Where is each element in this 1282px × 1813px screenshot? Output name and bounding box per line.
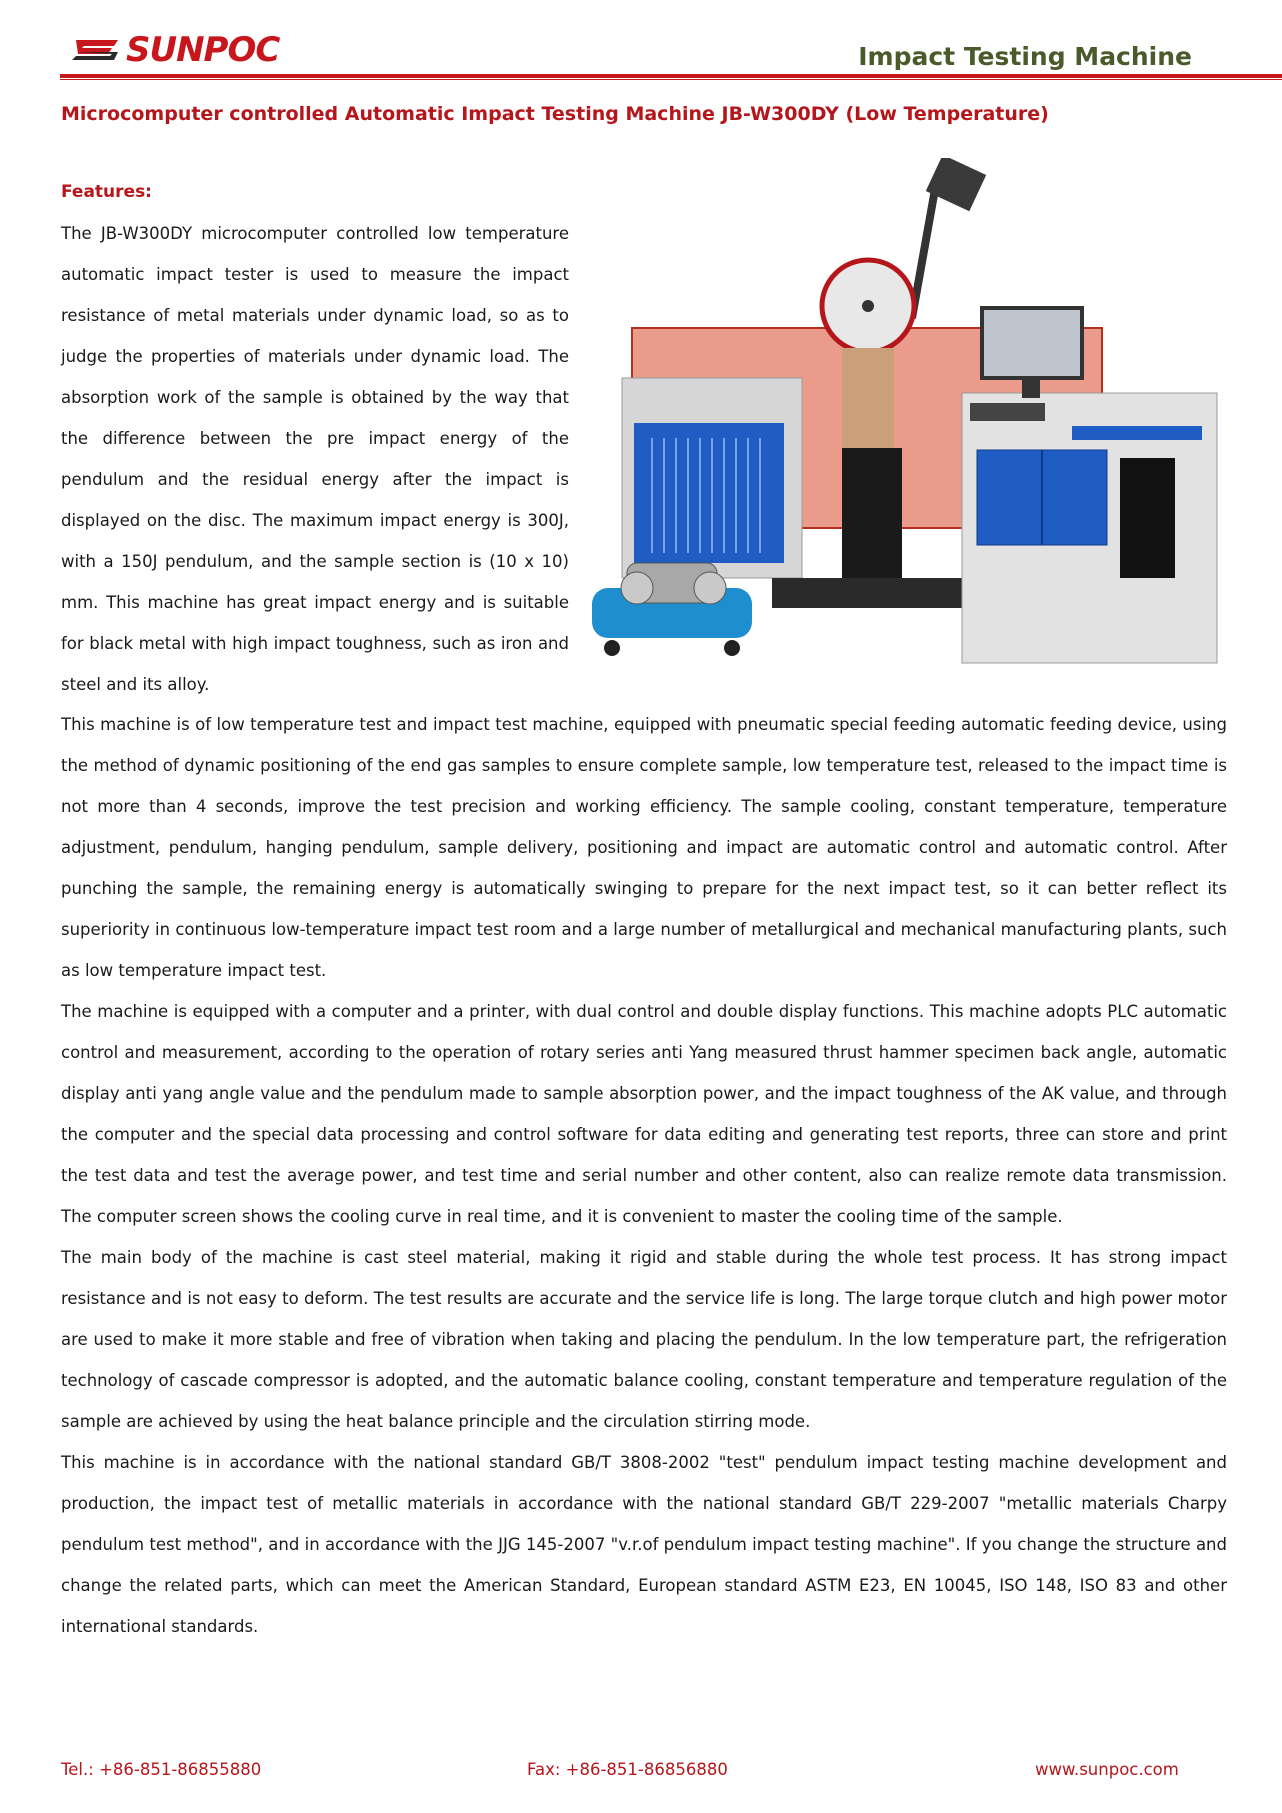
footer-telephone: Tel.: +86-851-86855880 <box>61 1760 262 1779</box>
footer-website-link[interactable]: www.sunpoc.com <box>1035 1760 1179 1779</box>
intro-paragraph: The JB-W300DY microcomputer controlled low temperature automatic impact tester is used to measure the impact resistance of metal materials under dynamic load, so as to judge the properties of materials under dynamic load. The absorption work of the sample is obtained by the way that the difference between the pre impact energy of the pendulum and the residual energy after the impact is displayed on the disc. The maximum impact energy is 300J, with a 150J pendulum, and the sample section is (10 x 10) mm. This machine has great impact energy and is suitable for black metal with high impact toughness, such as iron and steel and its alloy. <box>61 224 569 694</box>
paragraph-main-body: The main body of the machine is cast steel material, making it rigid and stable during the whole test process. It has strong impact resistance and is not easy to deform. The test results are accurate and the service life is long. The large torque clutch and high power motor are used to make it more stable and free of vibration when taking and placing the pendulum. In the low temperature part, the refrigeration technology of cascade compressor is adopted, and the automatic balance cooling, constant temperature and temperature regulation of the sample are achieved by using the heat balance principle and the circulation stirring mode. <box>61 1248 1227 1431</box>
logo-text: SUNPOC <box>126 30 280 70</box>
paragraph-computer-control: The machine is equipped with a computer and a printer, with dual control and double display functions. This machine adopts PLC automatic control and measurement, according to the operation of rotary series anti Yang measured thrust hammer specimen back angle, automatic display anti yang angle value and the pendulum made to sample absorption power, and the impact toughness of the AK value, and through the computer and the special data processing and control software for data editing and generating test reports, three can store and print the test data and test the average power, and test time and serial number and other content, also can realize remote data transmission. The computer screen shows the cooling curve in real time, and it is convenient to master the cooling time of the sample. <box>61 1002 1227 1226</box>
page-header <box>0 0 1282 82</box>
features-heading: Features: <box>61 182 152 202</box>
impact-testing-machine-photo <box>592 158 1222 693</box>
paragraph-low-temperature: This machine is of low temperature test and impact test machine, equipped with pneumatic special feeding automatic feeding device, using the method of dynamic positioning of the end gas samples to ensure complete sample, low temperature test, released to the impact time is not more than 4 seconds, improve the test precision and working efficiency. The sample cooling, constant temperature, temperature adjustment, pendulum, hanging pendulum, sample delivery, positioning and impact are automatic control and automatic control. After punching the sample, the remaining energy is automatically swinging to prepare for the next impact test, so it can better reflect its superiority in continuous low-temperature impact test room and a large number of metallurgical and mechanical manufacturing plants, such as low temperature impact test. <box>61 715 1227 980</box>
header-divider-thin <box>60 79 1282 80</box>
header-title: Impact Testing Machine <box>858 42 1192 71</box>
body-text <box>61 704 1227 1647</box>
paragraph-standards: This machine is in accordance with the national standard GB/T 3808-2002 "test" pendulum impact testing machine development and production, the impact test of metallic materials in accordance with the national standard GB/T 229-2007 "metallic materials Charpy pendulum test method", and in accordance with the JJG 145-2007 "v.r.of pendulum impact testing machine". If you change the structure and change the related parts, which can meet the American Standard, European standard ASTM E23, EN 10045, ISO 148, ISO 83 and other international standards. <box>61 1453 1227 1636</box>
sunpoc-logo <box>72 30 279 70</box>
page-footer <box>0 1760 1282 1790</box>
document-title: Microcomputer controlled Automatic Impact Testing Machine JB-W300DY (Low Temperature) <box>61 103 1049 125</box>
header-divider <box>60 74 1282 78</box>
sunpoc-logo-mark-icon <box>72 37 124 63</box>
footer-fax: Fax: +86-851-86856880 <box>527 1760 728 1779</box>
